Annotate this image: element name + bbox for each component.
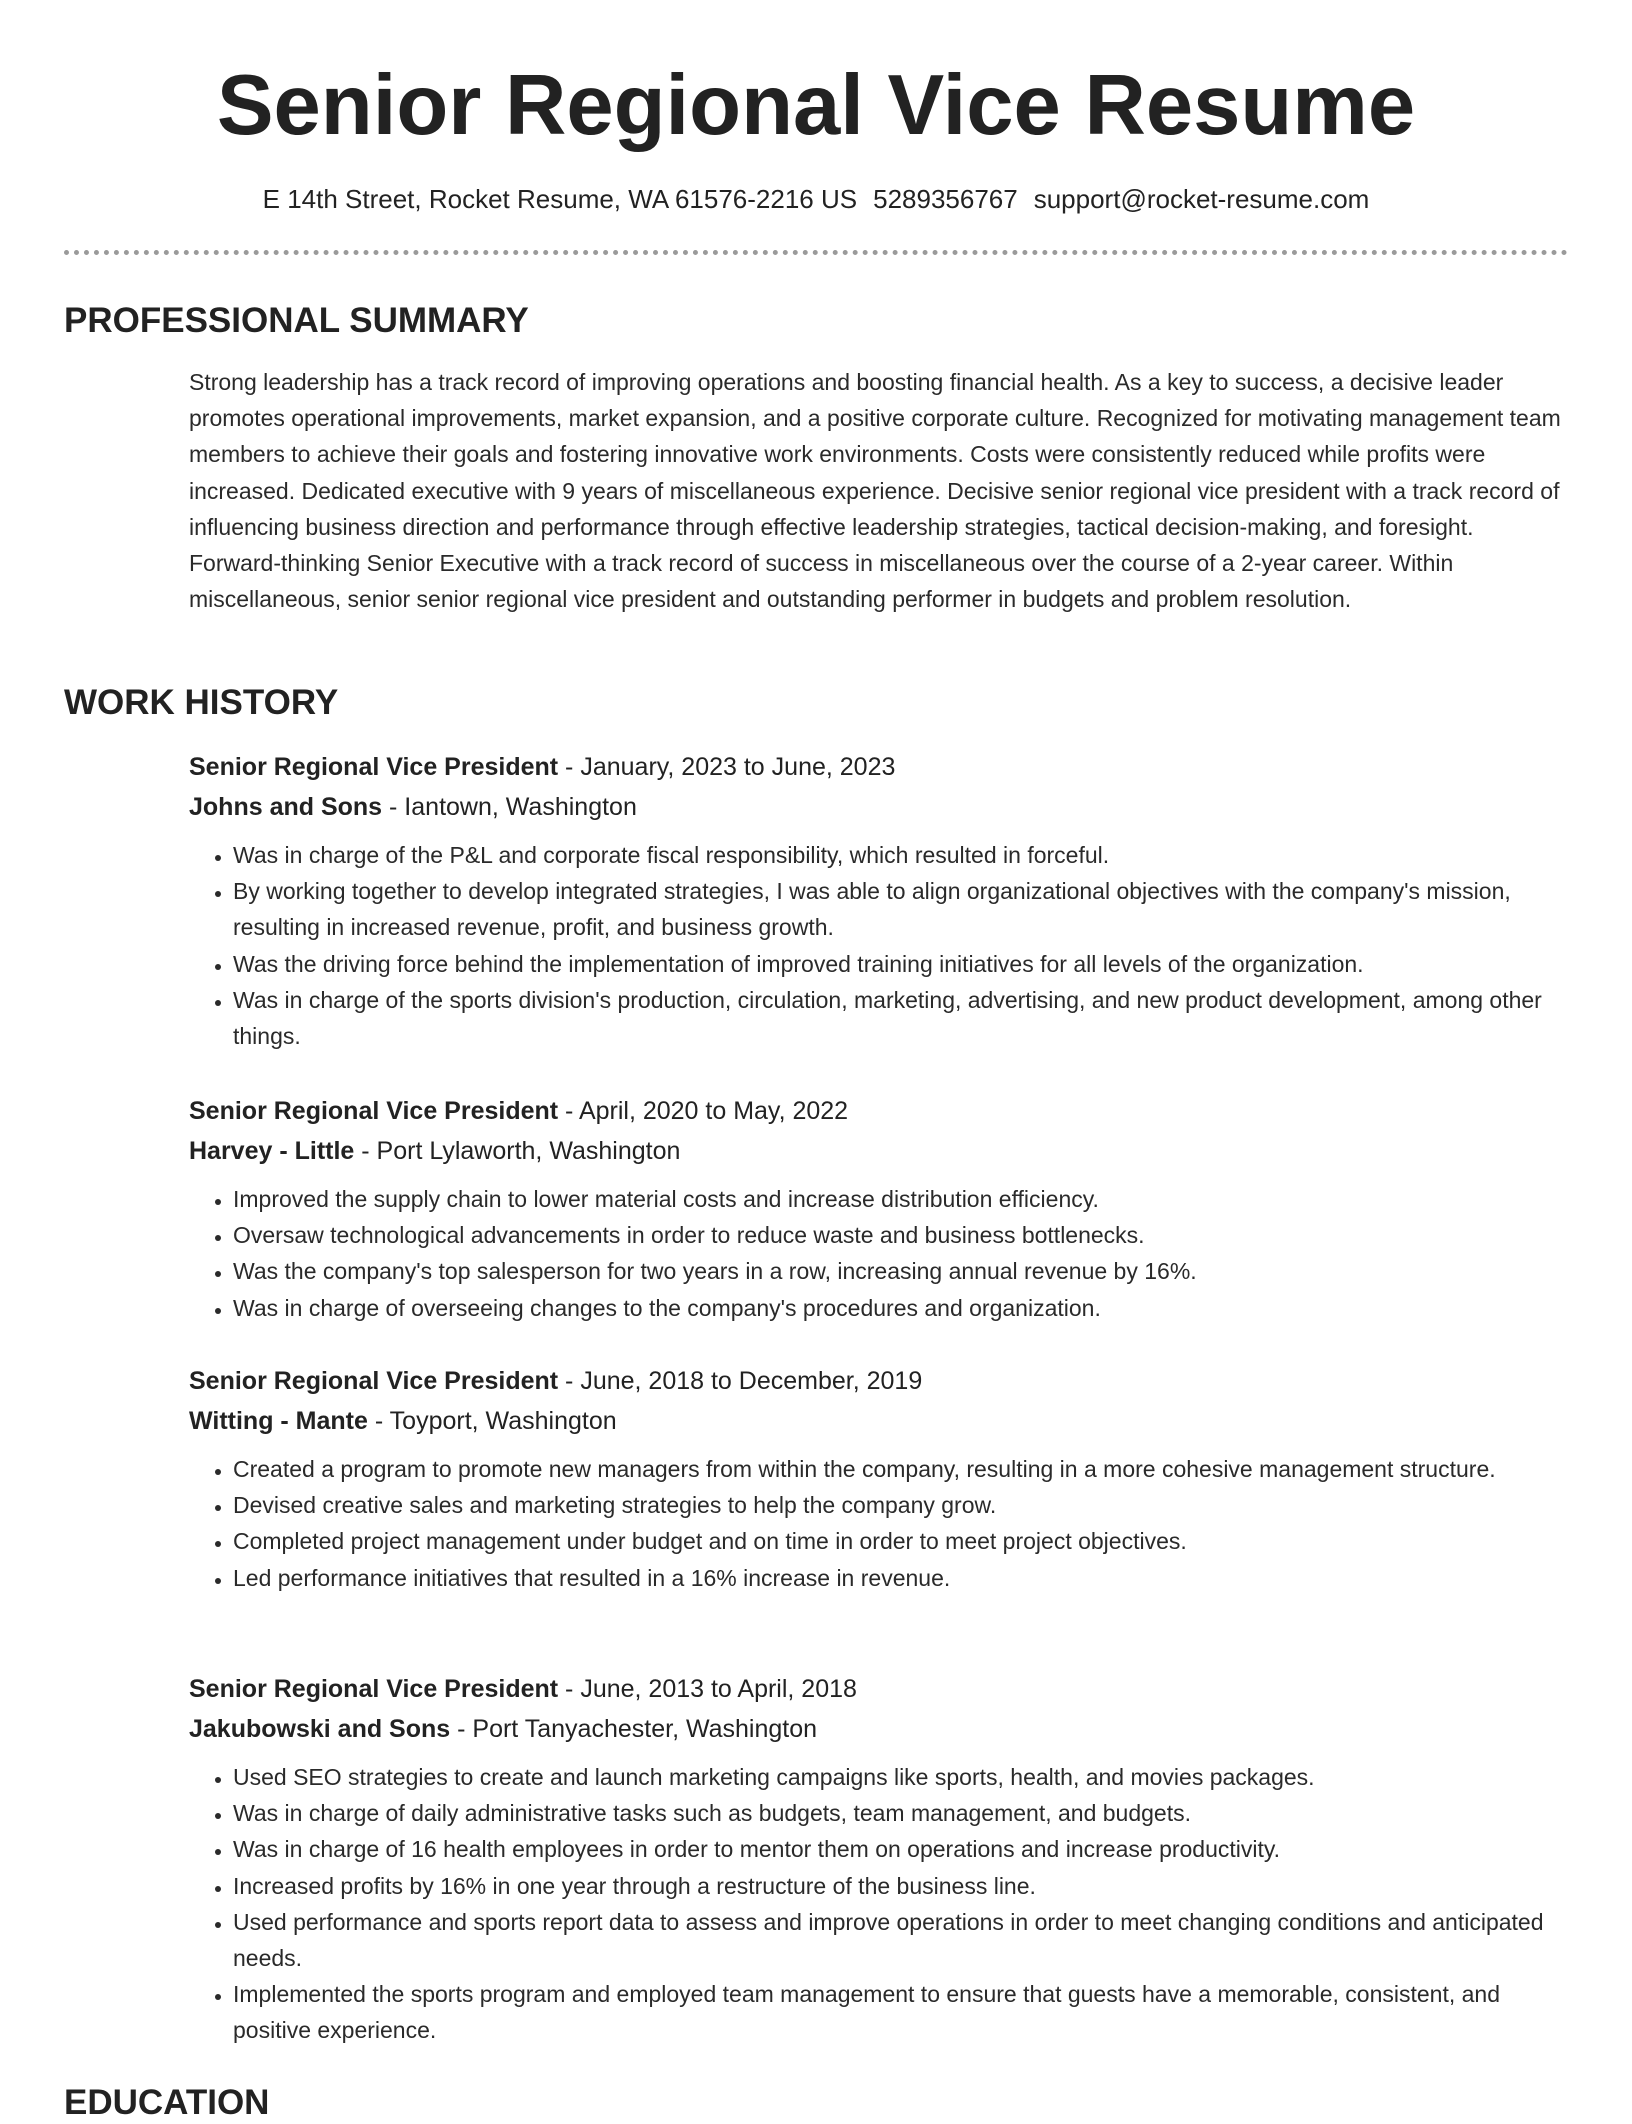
job-bullets — [189, 837, 1569, 1054]
job-company: Jakubowski and Sons — [189, 1715, 451, 1743]
job-bullet: • Was in charge of overseeing changes to the company's procedures and organization. — [233, 1290, 1569, 1326]
job-bullets — [189, 1181, 1569, 1326]
summary-text: Strong leadership has a track record of improving operations and boosting financial health. As a key to success, a decisive leader promotes operational improvements, market expansion, and a positive corporate culture. Recognized for motivating management team members to achieve their goals and fostering innovative work environments. Costs were consistently reduced while profits were increased. Dedicated executive with 9 years of miscellaneous experience. Decisive senior regional vice president with a track record of influencing business direction and performance through effective leadership strategies, tactical decision-making, and foresight. Forward-thinking Senior Executive with a track record of success in miscellaneous over the course of a 2-year career. Within miscellaneous, senior senior regional vice president and outstanding performer in budgets and problem resolution. — [189, 369, 1561, 613]
job-company-line — [189, 787, 1569, 827]
job-company-line — [189, 1709, 1569, 1749]
job-company-line — [189, 1131, 1569, 1171]
job-bullet: • Was the driving force behind the implementation of improved training initiatives for all levels of the organization. — [233, 946, 1569, 982]
job-bullet: • Used SEO strategies to create and launch marketing campaigns like sports, health, and movies packages. — [233, 1759, 1569, 1795]
job-bullet: • Oversaw technological advancements in order to reduce waste and business bottlenecks. — [233, 1217, 1569, 1253]
job-location: - Port Lylaworth, Washington — [354, 1137, 681, 1165]
contact-phone: 5289356767 — [873, 184, 1018, 214]
job-bullet: • Was the company's top salesperson for two years in a row, increasing annual revenue by 16%. — [233, 1253, 1569, 1289]
job-role: Senior Regional Vice President — [189, 1367, 559, 1395]
contact-email[interactable]: support@rocket-resume.com — [1033, 184, 1370, 214]
job-bullet: • Led performance initiatives that resulted in a 16% increase in revenue. — [233, 1560, 1569, 1596]
job-company: Johns and Sons — [189, 793, 383, 821]
job-bullet: • Created a program to promote new managers from within the company, resulting in a more cohesive management structure. — [233, 1451, 1569, 1487]
contact-line — [0, 183, 1632, 215]
job-dates: - January, 2023 to June, 2023 — [558, 753, 896, 781]
job-title-line — [189, 1361, 1569, 1401]
job-entry — [189, 1091, 1569, 1326]
job-company: Harvey - Little — [189, 1137, 355, 1165]
job-bullet: • By working together to develop integrated strategies, I was able to align organizational objectives with the company's mission, resulting in increased revenue, profit, and business growth. — [233, 873, 1569, 945]
job-bullet: • Was in charge of 16 health employees in order to mentor them on operations and increase productivity. — [233, 1831, 1569, 1867]
job-bullet: • Devised creative sales and marketing strategies to help the company grow. — [233, 1487, 1569, 1523]
job-dates: - April, 2020 to May, 2022 — [558, 1097, 849, 1125]
job-bullet: • Increased profits by 16% in one year through a restructure of the business line. — [233, 1868, 1569, 1904]
job-location: - Port Tanyachester, Washington — [450, 1715, 818, 1743]
job-title-line — [189, 1669, 1569, 1709]
job-bullets — [189, 1451, 1569, 1596]
job-title-line — [189, 747, 1569, 787]
job-bullet: • Implemented the sports program and employed team management to ensure that guests have a memorable, consistent, and positive experience. — [233, 1976, 1569, 2048]
job-role: Senior Regional Vice President — [189, 753, 559, 781]
job-entry — [189, 1361, 1569, 1596]
job-bullet: • Used performance and sports report data to assess and improve operations in order to meet changing conditions and anticipated needs. — [233, 1904, 1569, 1976]
work-history-heading: WORK HISTORY — [64, 683, 339, 722]
job-bullet: • Was in charge of the sports division's production, circulation, marketing, advertising, and new product development, among other things. — [233, 982, 1569, 1054]
resume-name: Senior Regional Vice Resume — [216, 58, 1416, 153]
contact-address: E 14th Street, Rocket Resume, WA 61576-2216 US — [262, 184, 858, 214]
job-bullet: • Was in charge of the P&L and corporate fiscal responsibility, which resulted in forceful. — [233, 837, 1569, 873]
job-dates: - June, 2018 to December, 2019 — [558, 1367, 923, 1395]
job-location: - Iantown, Washington — [382, 793, 637, 821]
job-bullets — [189, 1759, 1569, 2049]
header-divider — [64, 250, 1568, 255]
summary-heading: PROFESSIONAL SUMMARY — [64, 301, 529, 340]
job-entry — [189, 747, 1569, 1054]
job-dates: - June, 2013 to April, 2018 — [558, 1675, 857, 1703]
job-location: - Toyport, Washington — [367, 1407, 617, 1435]
job-company: Witting - Mante — [189, 1407, 368, 1435]
job-bullet: • Improved the supply chain to lower material costs and increase distribution efficiency. — [233, 1181, 1569, 1217]
job-bullet: • Completed project management under budget and on time in order to meet project objectives. — [233, 1523, 1569, 1559]
job-title-line — [189, 1091, 1569, 1131]
job-bullet: • Was in charge of daily administrative tasks such as budgets, team management, and budgets. — [233, 1795, 1569, 1831]
job-role: Senior Regional Vice President — [189, 1675, 559, 1703]
education-heading: EDUCATION — [64, 2083, 270, 2122]
job-role: Senior Regional Vice President — [189, 1097, 559, 1125]
job-company-line — [189, 1401, 1569, 1441]
job-entry — [189, 1669, 1569, 2049]
